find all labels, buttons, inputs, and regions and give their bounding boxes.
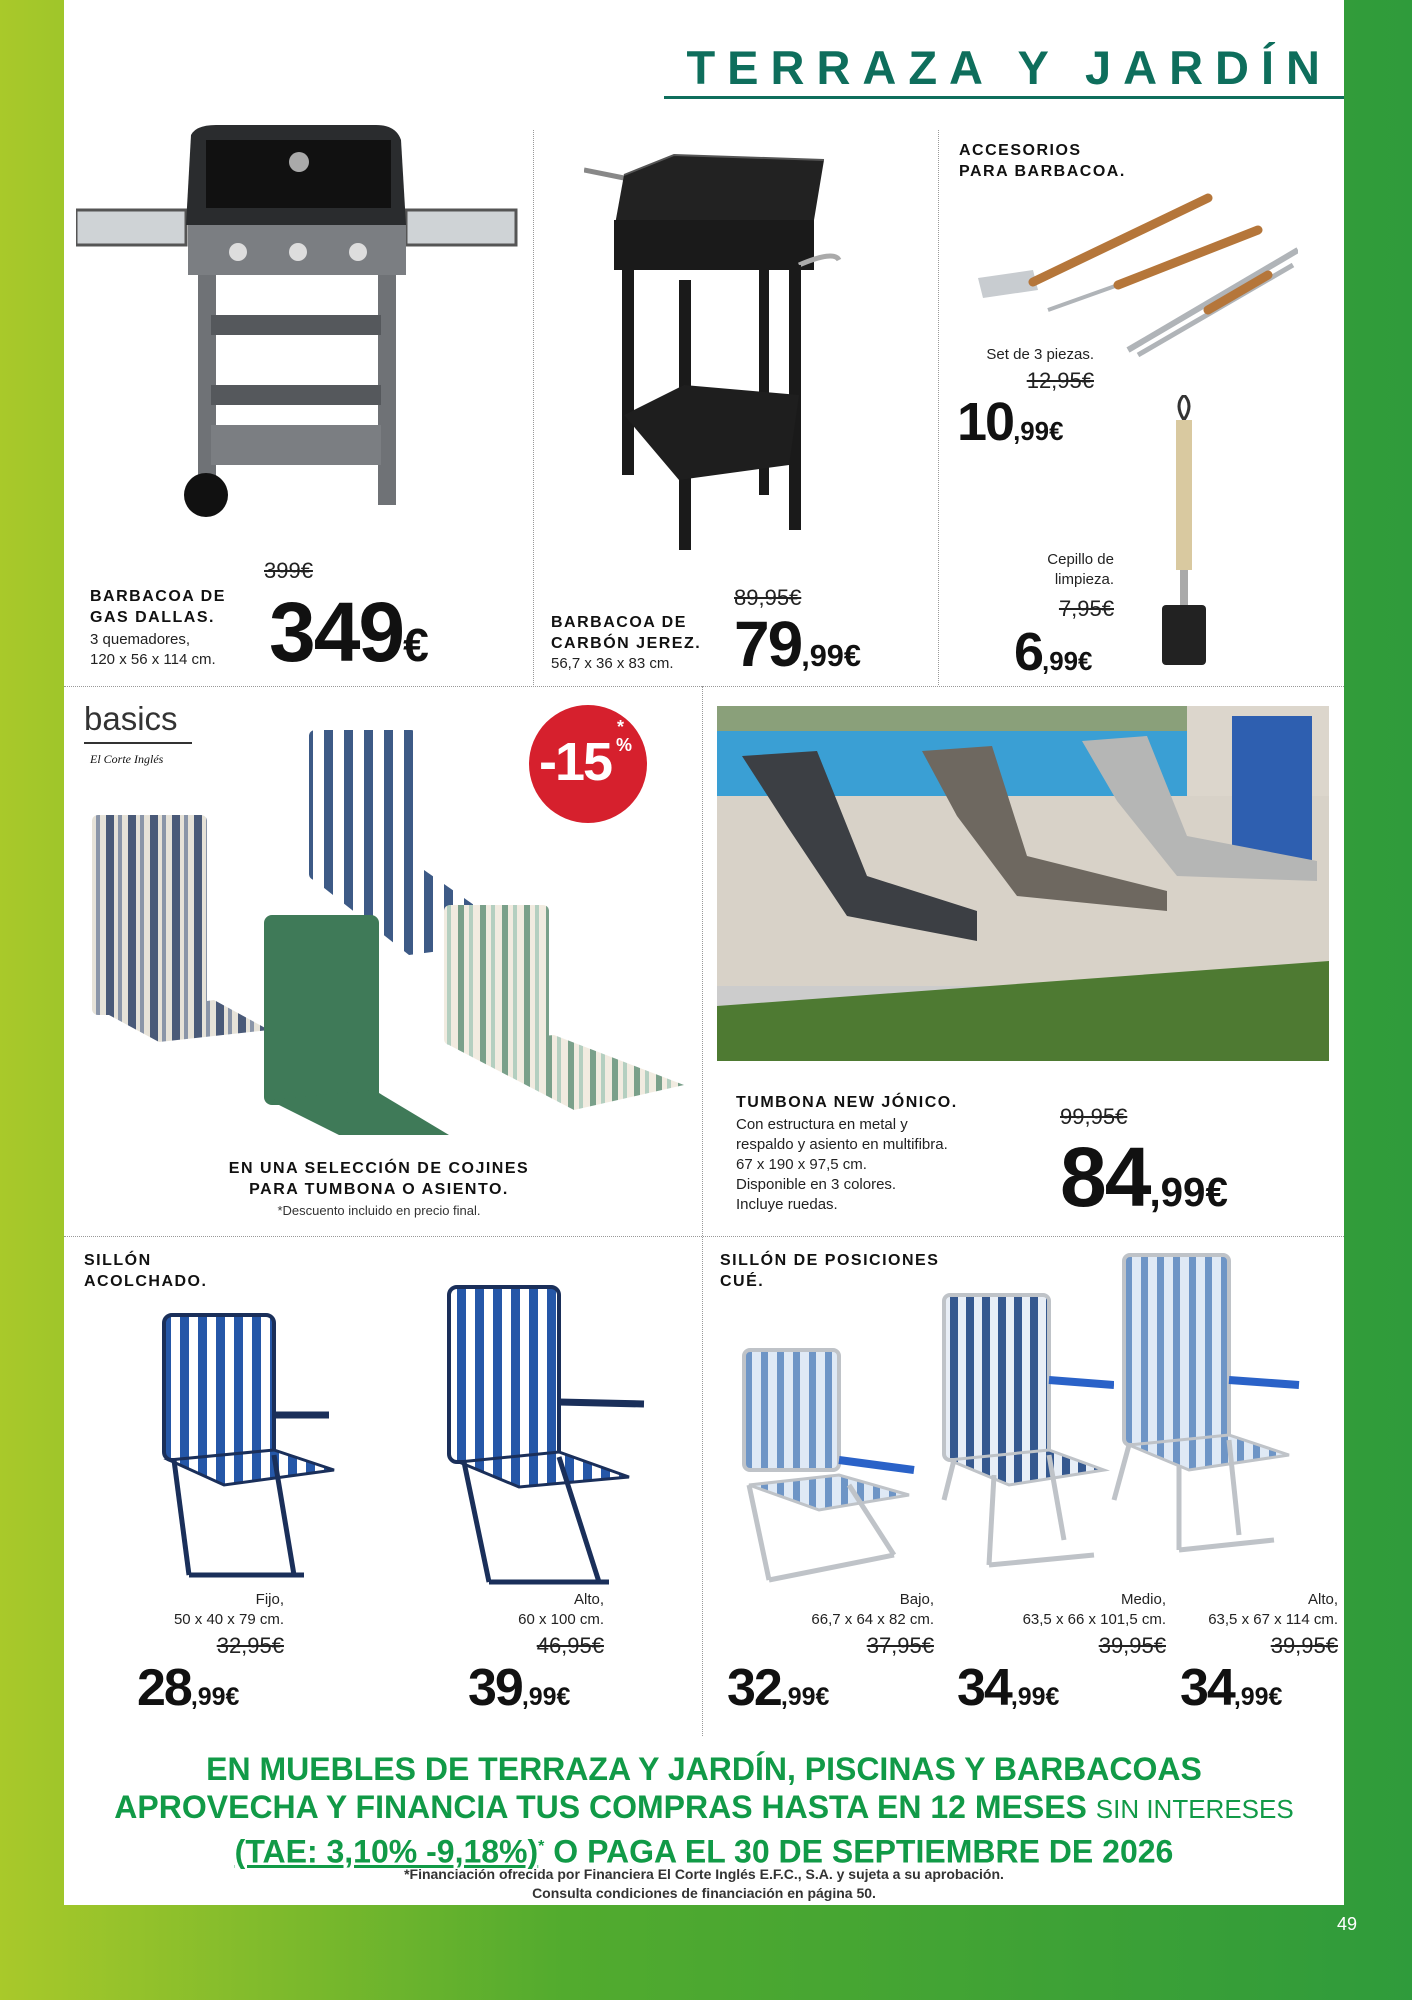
price-euros: 39 [468, 1659, 522, 1717]
gas-bbq-old-price: 399€ [264, 558, 313, 583]
accessories-label [959, 140, 1126, 182]
discount-value: -15 [539, 732, 612, 792]
brush-label-line: Cepillo de [1047, 551, 1114, 568]
cushions-note: *Descuento incluido en precio final. [277, 1203, 481, 1218]
lounger-desc-line: 67 x 190 x 97,5 cm. [736, 1156, 867, 1173]
divider [533, 130, 534, 685]
price-cents: ,99€ [1149, 1169, 1228, 1215]
price-euros: 34 [957, 1659, 1011, 1717]
price-euros: 349 [269, 585, 404, 679]
lounger-label: TUMBONA NEW JÓNICO. [736, 1094, 958, 1111]
price-euros: 6 [1014, 622, 1043, 682]
lounger-desc-line: respaldo y asiento en multifibra. [736, 1136, 948, 1153]
charcoal-bbq-price [734, 608, 861, 680]
cushions-image [84, 730, 684, 1150]
financing-conditions-link[interactable]: Consulta condiciones de financiación en página 50. [532, 1885, 876, 1901]
lounger-photo [717, 706, 1329, 1061]
charcoal-bbq-label-line: BARBACOA DE [551, 614, 687, 631]
financing-tae: (TAE: 3,10% -9,18%) [234, 1833, 539, 1870]
divider [64, 686, 1344, 687]
discount-percent: % [616, 735, 633, 755]
padded-chair-label [84, 1250, 207, 1292]
cushions-label-line: PARA TUMBONA O ASIENTO. [249, 1181, 509, 1198]
padded-chair-label-line: SILLÓN [84, 1252, 152, 1269]
price-cents: ,99€ [1042, 648, 1093, 676]
financing-asterisk: * [538, 1838, 545, 1855]
price-euros: 10 [957, 392, 1014, 452]
cleaning-brush-image [1154, 395, 1214, 675]
chair-size-name: Bajo, [899, 1591, 934, 1608]
position-chair-label [720, 1250, 939, 1292]
title-underline [664, 96, 1344, 99]
chair-size-name: Medio, [1120, 1591, 1166, 1608]
divider [64, 1236, 1344, 1237]
price-cents: ,99€ [1233, 1683, 1283, 1711]
padded-chair-high-image [439, 1282, 649, 1592]
cushions-label-line: EN UNA SELECCIÓN DE COJINES [228, 1160, 530, 1177]
financing-banner [64, 1750, 1344, 1871]
gas-bbq-desc-line: 120 x 56 x 114 cm. [90, 651, 216, 668]
price-euros: 79 [734, 608, 802, 680]
financing-footnote: *Financiación ofrecida por Financiera El Corte Inglés E.F.C., S.A. y sujeta a su aprobación. [404, 1866, 1004, 1882]
chair-dims: 50 x 40 x 79 cm. [173, 1611, 284, 1628]
padded-chair-low-image [144, 1310, 344, 1585]
chair-dims: 66,7 x 64 x 82 cm. [811, 1611, 934, 1628]
lounger-desc-line: Con estructura en metal y [736, 1116, 908, 1133]
gas-bbq-desc [90, 630, 216, 670]
chair-size-name: Alto, [1307, 1591, 1338, 1608]
financing-line-text: APROVECHA Y FINANCIA TUS COMPRAS HASTA EN 12 MESES [114, 1789, 1087, 1825]
price-euros: 28 [137, 1659, 191, 1717]
divider [702, 686, 703, 1736]
lounger-old-price: 99,95€ [1060, 1104, 1128, 1129]
position-chair-label-line: SILLÓN DE POSICIONES [720, 1252, 940, 1269]
charcoal-bbq-label-line: CARBÓN JEREZ. [551, 635, 702, 652]
position-low-old-price: 37,95€ [866, 1633, 934, 1658]
price-euros: 34 [1180, 1659, 1234, 1717]
price-euros: 84 [1060, 1130, 1150, 1224]
chair-dims: 60 x 100 cm. [518, 1611, 604, 1628]
page-number: 49 [1336, 1914, 1357, 1934]
discount-asterisk: * [617, 717, 625, 737]
financing-no-interest: SIN INTERESES [1095, 1794, 1294, 1824]
price-cents: ,99€ [190, 1683, 240, 1711]
charcoal-bbq-old-price: 89,95€ [734, 585, 802, 610]
price-euros: 32 [727, 1659, 781, 1717]
charcoal-bbq-label [551, 612, 701, 654]
position-high-old-price: 39,95€ [1270, 1633, 1338, 1658]
price-cents: ,99€ [780, 1683, 830, 1711]
chair-dims: 63,5 x 67 x 114 cm. [1208, 1611, 1338, 1628]
position-chair-mid-image [934, 1290, 1114, 1575]
padded-fixed-info [124, 1590, 284, 1630]
position-mid-old-price: 39,95€ [1098, 1633, 1166, 1658]
financing-line: EN MUEBLES DE TERRAZA Y JARDÍN, PISCINAS Y BARBACOAS [206, 1751, 1202, 1787]
lounger-price [1060, 1130, 1228, 1224]
position-chair-high-image [1109, 1250, 1304, 1560]
padded-fixed-old-price: 32,95€ [216, 1633, 284, 1658]
price-cents: ,99€ [1013, 418, 1064, 446]
price-cents: € [403, 619, 429, 671]
price-cents: ,99€ [801, 638, 861, 673]
catalog-page [64, 0, 1344, 1905]
el-corte-ingles-logo: El Corte Inglés [90, 752, 164, 766]
gas-bbq-price [269, 585, 429, 679]
padded-high-info [424, 1590, 604, 1630]
gas-bbq-desc-line: 3 quemadores, [90, 631, 191, 648]
padded-fixed-price [137, 1659, 240, 1717]
page-title: TERRAZA Y JARDÍN [686, 41, 1332, 94]
basics-brand: basics [84, 700, 178, 737]
position-chair-low-image [729, 1345, 919, 1585]
position-mid-price [957, 1659, 1060, 1717]
charcoal-bbq-image [584, 150, 844, 550]
tool-set-price [957, 392, 1064, 452]
padded-chair-label-line: ACOLCHADO. [84, 1273, 208, 1290]
bbq-tools-image [978, 190, 1298, 360]
tool-set-old-price: 12,95€ [1026, 368, 1094, 393]
financing-pay-date: O PAGA EL 30 DE SEPTIEMBRE DE 2026 [544, 1833, 1174, 1870]
divider [938, 130, 939, 685]
lounger-desc-line: Incluye ruedas. [736, 1196, 838, 1213]
accessories-label-line: ACCESORIOS [959, 142, 1082, 159]
position-high-info [1174, 1590, 1338, 1630]
gas-bbq-image [76, 125, 521, 525]
chair-size-name: Fijo, [255, 1591, 284, 1608]
lounger-desc [736, 1115, 948, 1215]
padded-high-old-price: 46,95€ [536, 1633, 604, 1658]
gas-bbq-label [90, 586, 226, 628]
price-cents: ,99€ [1010, 1683, 1060, 1711]
chair-size-name: Alto, [573, 1591, 604, 1608]
position-low-price [727, 1659, 830, 1717]
brush-price [1014, 622, 1093, 682]
brush-label [984, 550, 1114, 590]
charcoal-bbq-desc: 56,7 x 36 x 83 cm. [551, 655, 674, 672]
accessories-label-line: PARA BARBACOA. [959, 163, 1126, 180]
gas-bbq-label-line: BARBACOA DE [90, 588, 226, 605]
position-high-price [1180, 1659, 1283, 1717]
financing-line [64, 1788, 1344, 1828]
position-chair-label-line: CUÉ. [720, 1273, 765, 1290]
position-mid-info [944, 1590, 1166, 1630]
brush-label-line: limpieza. [1054, 571, 1114, 588]
lounger-desc-line: Disponible en 3 colores. [736, 1176, 897, 1193]
padded-high-price [468, 1659, 571, 1717]
cushions-label [184, 1158, 574, 1200]
chair-dims: 63,5 x 66 x 101,5 cm. [1022, 1611, 1166, 1628]
price-cents: ,99€ [521, 1683, 571, 1711]
gas-bbq-label-line: GAS DALLAS. [90, 609, 215, 626]
position-low-info [724, 1590, 934, 1630]
brush-old-price: 7,95€ [1058, 596, 1114, 621]
tool-set-label: Set de 3 piezas. [986, 346, 1094, 363]
